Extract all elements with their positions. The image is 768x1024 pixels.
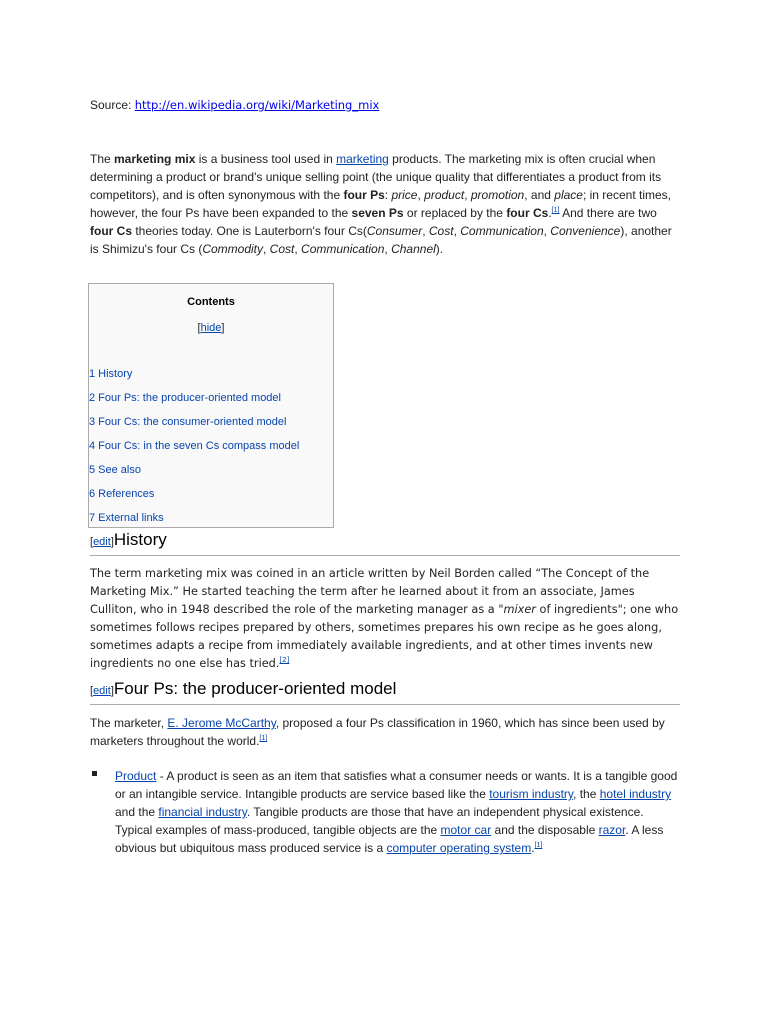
intro-paragraph: The marketing mix is a business tool used in marketing products. The marketing mix is often crucial when determining a product or brand's unique selling point (the unique quality that differentiates a product from its competitors), and is often synonymous with the four Ps: price, product, promotion, and place; in recent times, however, the four Ps have been expanded to the seven Ps or replaced by the four Cs.[1] And there are two four Cs theories today. One is Lauterborn's four Cs(Consumer, Cost, Communication, Convenience), another is Shimizu's four Cs (Commodity, Cost, Communication, Channel). bbox=[90, 152, 672, 256]
link-tourism-industry[interactable]: tourism industry bbox=[489, 787, 574, 801]
link-financial-industry[interactable]: financial industry bbox=[158, 805, 247, 819]
toc-link-external-links[interactable]: 7 External links bbox=[89, 512, 164, 524]
link-marketing[interactable]: marketing bbox=[336, 152, 389, 166]
term-marketing-mix: marketing mix bbox=[114, 152, 196, 166]
source-line bbox=[90, 96, 379, 114]
edit-link-history[interactable]: edit bbox=[93, 536, 111, 548]
history-paragraph: The term marketing mix was coined in an article written by Neil Borden called “The Concept of the Marketing Mix.” He started teaching the term after he learned about it from an associate, James Culliton, who in 1948 described the role of the marketing manager as a "mixer of ingredients"; one who sometimes follows recipes prepared by others, sometimes prepares his own recipe as he goes along, sometimes adapts a recipe from immediately available ingredients, and at other times invents new ingredients no one else has tried.[2] bbox=[90, 567, 679, 670]
toc-item bbox=[89, 362, 299, 386]
source-label: Source: bbox=[90, 98, 132, 112]
link-mccarthy[interactable]: E. Jerome McCarthy bbox=[167, 716, 276, 730]
link-product[interactable]: Product bbox=[115, 769, 157, 783]
ref-link-2[interactable]: [2] bbox=[279, 656, 290, 664]
toc-link-see-also[interactable]: 5 See also bbox=[89, 464, 141, 476]
section-heading-four-ps bbox=[90, 678, 680, 705]
link-computer-operating-system[interactable]: computer operating system bbox=[386, 841, 532, 855]
toc-title: Contents bbox=[187, 296, 235, 308]
table-of-contents bbox=[88, 283, 334, 528]
toc-item bbox=[89, 506, 299, 530]
toc-item bbox=[89, 482, 299, 506]
toc-item bbox=[89, 386, 299, 410]
source-link[interactable]: http://en.wikipedia.org/wiki/Marketing_mix bbox=[134, 98, 380, 112]
section-heading-history bbox=[90, 529, 680, 556]
edit-section-history: [edit] bbox=[90, 536, 114, 548]
heading-history: History bbox=[113, 530, 167, 549]
toc-link-references[interactable]: 6 References bbox=[89, 488, 155, 500]
toc-link-history[interactable]: 1 History bbox=[89, 368, 133, 380]
toc-item bbox=[89, 458, 299, 482]
toc-hide-link[interactable]: hide bbox=[200, 322, 222, 334]
toc-link-four-ps[interactable]: 2 Four Ps: the producer-oriented model bbox=[89, 392, 281, 404]
ref-link-1c[interactable]: [1] bbox=[534, 842, 543, 849]
toc-item bbox=[89, 434, 299, 458]
edit-link-four-ps[interactable]: edit bbox=[93, 685, 111, 697]
edit-section-four-ps: [edit] bbox=[90, 685, 114, 697]
toc-link-four-cs-compass[interactable]: 4 Four Cs: in the seven Cs compass model bbox=[89, 440, 300, 452]
toc-list bbox=[89, 362, 299, 530]
ref-link-1[interactable]: [1] bbox=[551, 207, 560, 214]
ref-link-1b[interactable]: [1] bbox=[259, 735, 268, 742]
link-motor-car[interactable]: motor car bbox=[440, 823, 492, 837]
toc-link-four-cs-consumer[interactable]: 3 Four Cs: the consumer-oriented model bbox=[89, 416, 287, 428]
heading-four-ps: Four Ps: the producer-oriented model bbox=[113, 679, 397, 698]
link-hotel-industry[interactable]: hotel industry bbox=[599, 787, 672, 801]
four-ps-paragraph: The marketer, E. Jerome McCarthy, proposed a four Ps classification in 1960, which has since been used by marketers throughout the world.[1] bbox=[90, 716, 665, 748]
link-razor[interactable]: razor bbox=[598, 823, 626, 837]
toc-item bbox=[89, 410, 299, 434]
list-item-product: Product - A product is seen as an item that satisfies what a consumer needs or wants. It is a tangible good or an intangible service. Intangible products are service based like the tourism industry, the hotel industry and the financial industry. Tangible products are those that have an independent physical existence. Typical examples of mass-produced, tangible objects are the motor car and the disposable razor. A less obvious but ubiquitous mass produced service is a computer operating system.[1] bbox=[90, 767, 680, 857]
toc-hide-toggle: [hide] bbox=[197, 322, 225, 334]
bullet-icon bbox=[92, 771, 97, 776]
